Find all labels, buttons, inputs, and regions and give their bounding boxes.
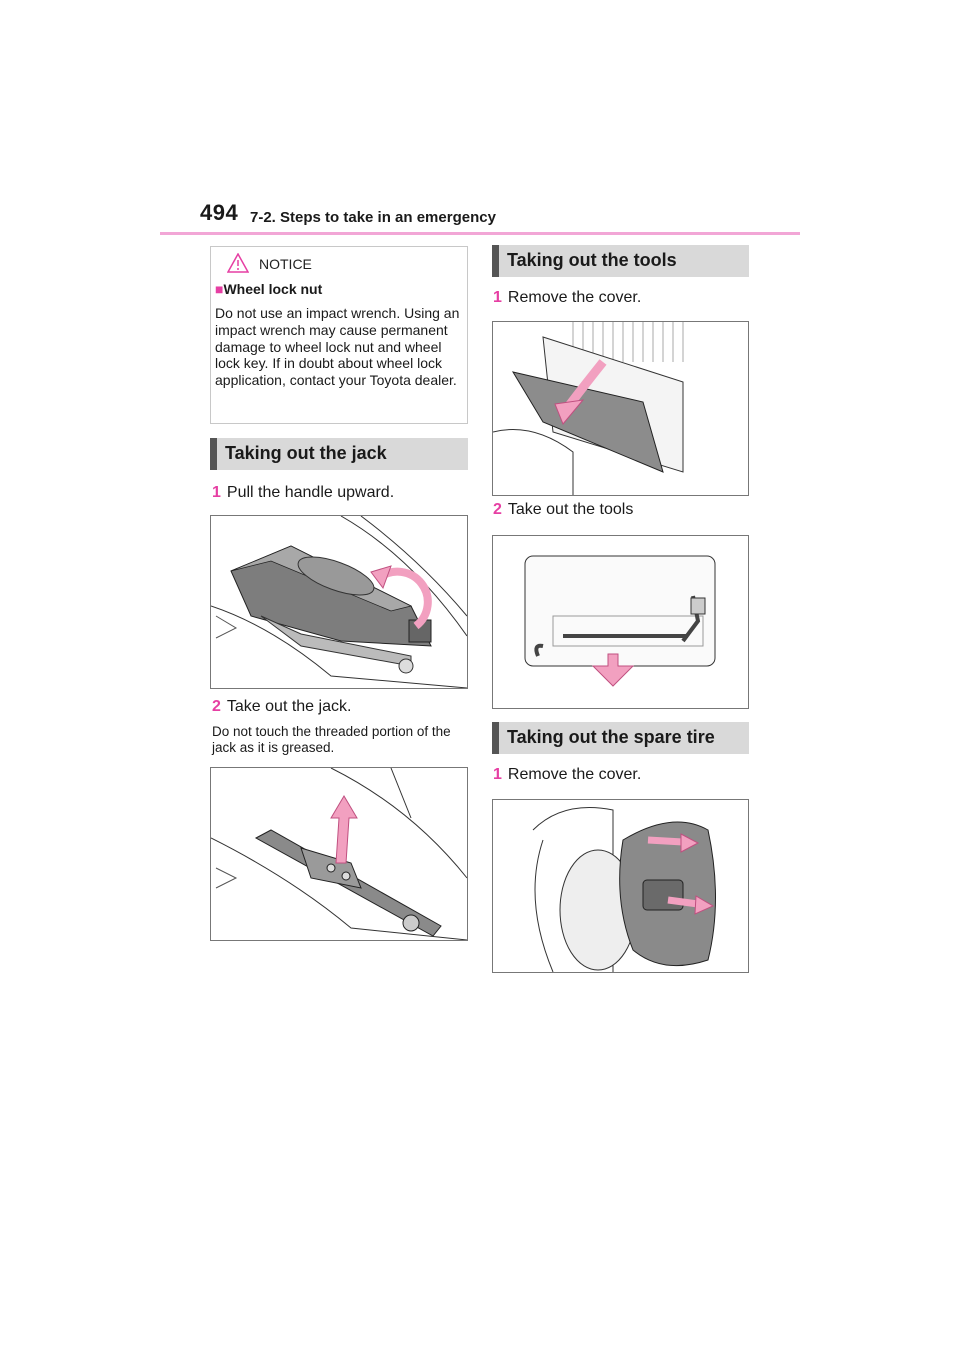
step-number: 2 [212, 698, 221, 715]
heading-taking-out-jack: Taking out the jack [210, 438, 468, 470]
step-text: Remove the cover. [507, 289, 642, 306]
notice-box [210, 246, 468, 424]
figure-remove-spare-cover [492, 799, 749, 973]
tools-cover-illustration [493, 322, 748, 495]
spare-tire-cover-illustration [493, 800, 748, 972]
step-text: Take out the jack. [226, 698, 352, 715]
square-bullet-icon: ■ [215, 281, 224, 297]
step-number: 1 [493, 289, 502, 306]
step-text: Take out the tools [507, 501, 634, 518]
jack-step-2 [212, 698, 351, 716]
figure-take-out-tools [492, 535, 749, 709]
tools-tray-illustration [493, 536, 748, 708]
figure-remove-tools-cover [492, 321, 749, 496]
jack-handle-illustration [211, 516, 467, 688]
spare-step-1 [493, 766, 641, 784]
notice-subheading [215, 281, 322, 297]
section-title: 7-2. Steps to take in an emergency [250, 209, 496, 226]
heading-taking-out-tools: Taking out the tools [492, 245, 749, 277]
heading-taking-out-spare-tire: Taking out the spare tire [492, 722, 749, 754]
notice-subheading-text: Wheel lock nut [223, 281, 323, 297]
notice-header [211, 253, 467, 275]
step-number: 1 [493, 766, 502, 783]
step-number: 2 [493, 501, 502, 518]
step-text: Remove the cover. [507, 766, 642, 783]
jack-step-1 [212, 484, 394, 502]
tools-step-2 [493, 501, 633, 519]
jack-grease-note: Do not touch the threaded portion of the jack as it is greased. [212, 724, 451, 755]
jack-removal-illustration [211, 768, 467, 940]
notice-body: Do not use an impact wrench. Using an impact wrench may cause permanent damage to wheel lock nut and wheel lock key. If in doubt about wheel lock application, contact your Toyota dealer. [215, 305, 460, 389]
figure-pull-handle [210, 515, 468, 689]
tools-step-1 [493, 289, 641, 307]
step-text: Pull the handle upward. [226, 484, 395, 501]
figure-take-out-jack [210, 767, 468, 941]
step-number: 1 [212, 484, 221, 501]
warning-triangle-icon [227, 253, 249, 273]
notice-label: NOTICE [259, 256, 312, 272]
page-number: 494 [200, 200, 239, 225]
header-divider [160, 232, 800, 235]
